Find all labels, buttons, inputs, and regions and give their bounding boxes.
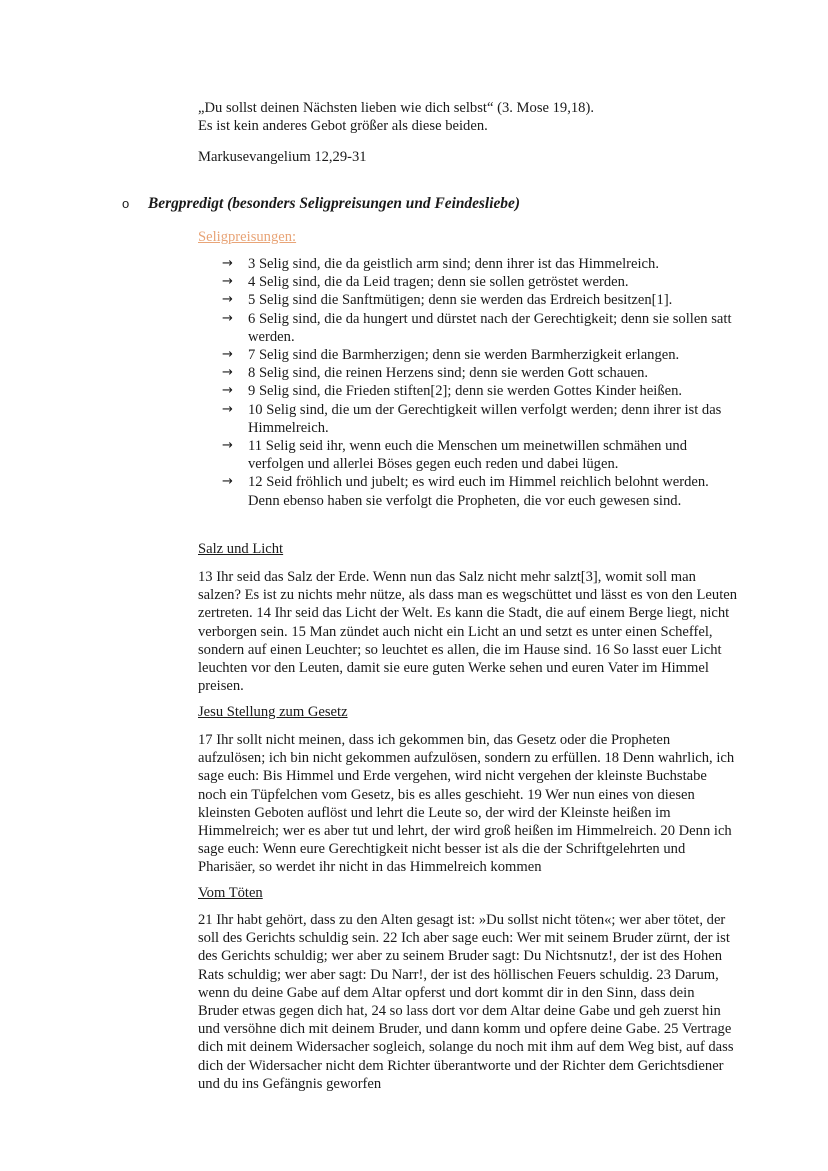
list-item	[222, 346, 742, 364]
gesetz-title: Jesu Stellung zum Gesetz	[198, 704, 348, 720]
beatitude-text: 4 Selig sind, die da Leid tragen; denn sie sollen getröstet werden.	[248, 274, 629, 291]
list-item	[222, 291, 742, 309]
section-title: Bergpredigt (besonders Seligpreisungen und Feindesliebe)	[148, 195, 520, 212]
beatitude-text: 7 Selig sind die Barmherzigen; denn sie werden Barmherzigkeit erlangen.	[248, 347, 680, 364]
section-heading-bergpredigt	[122, 195, 742, 213]
list-item	[222, 364, 742, 382]
quote-line-2: Es ist kein anderes Gebot größer als diese beiden.	[198, 118, 488, 135]
beatitude-text: 8 Selig sind, die reinen Herzens sind; denn sie werden Gott schauen.	[248, 365, 649, 382]
gesetz-body: 17 Ihr sollt nicht meinen, dass ich gekommen bin, das Gesetz oder die Propheten aufzulösen; ich bin nicht gekommen aufzulösen, sondern zu erfüllen. 18 Denn wahrlich, ich sage euch: Bis Himmel und Erde vergehen, wird nicht vergehen der kleinste Buchstabe noch ein Tüpfelchen vom Gesetz, bis es alles geschieht. 19 Wer nun eines von diesen kleinsten Geboten auflöst und lehrt die Leute so, der wird der Kleinste heißen im Himmelreich; wer es aber tut und lehrt, der wird groß heißen im Himmelreich. 20 Denn ich sage euch: Wenn eure Gerechtigkeit nicht besser ist als die der Schriftgelehrten und Pharisäer, so werdet ihr nicht in das Himmelreich kommen	[198, 732, 735, 876]
list-item	[222, 310, 742, 346]
arrow-icon: →	[222, 274, 233, 290]
beatitude-text: 10 Selig sind, die um der Gerechtigkeit willen verfolgt werden; denn ihrer ist das Himmelreich.	[248, 401, 722, 436]
list-item	[222, 473, 742, 509]
list-item	[222, 401, 742, 437]
beatitude-text: 3 Selig sind, die da geistlich arm sind; denn ihrer ist das Himmelreich.	[248, 256, 659, 272]
beatitude-text: 6 Selig sind, die da hungert und dürstet nach der Gerechtigkeit; denn sie sollen satt werden.	[248, 310, 732, 345]
toeten-title: Vom Töten	[198, 885, 263, 901]
arrow-icon: →	[222, 310, 233, 326]
toeten-body: 21 Ihr habt gehört, dass zu den Alten gesagt ist: »Du sollst nicht töten«; wer aber tötet, der soll des Gerichts schuldig sein. 22 Ich aber sage euch: Wer mit seinem Bruder zürnt, der ist des Gerichts schuldig; wer aber zu seinem Bruder sagt: Du Nichtsnutz!, der ist des Hohen Rats schuldig; wer aber sagt: Du Narr!, der ist des höllischen Feuers schuldig. 23 Darum, wenn du deine Gabe auf dem Altar opferst und dort kommt dir in den Sinn, dass dein Bruder etwas gegen dich hat, 24 so lass dort vor dem Altar deine Gabe und geh zuerst hin und versöhne dich mit deinem Bruder, und dann komm und opfere deine Gabe. 25 Vertrage dich mit deinem Widersacher sogleich, solange du noch mit ihm auf dem Weg bist, auf dass dich der Widersacher nicht dem Richter überantworte und der Richter dem Gerichtsdiener und du ins Gefängnis geworfen	[198, 912, 734, 1092]
beatitude-text: 5 Selig sind die Sanftmütigen; denn sie werden das Erdreich besitzen[1].	[248, 292, 673, 309]
list-item	[222, 437, 742, 473]
arrow-icon: →	[222, 474, 233, 490]
list-item	[222, 255, 742, 273]
bible-reference: Markusevangelium 12,29-31	[198, 149, 367, 165]
arrow-icon: →	[222, 438, 233, 454]
beatitude-text: 11 Selig seid ihr, wenn euch die Menschen um meinetwillen schmähen und verfolgen und allerlei Böses gegen euch reden und dabei lügen.	[248, 438, 688, 473]
beatitude-text: 12 Seid fröhlich und jubelt; es wird euch im Himmel reichlich belohnt werden. Denn ebenso haben sie verfolgt die Propheten, die vor euch gewesen sind.	[248, 474, 709, 509]
seligpreisungen-heading: Seligpreisungen:	[198, 229, 297, 245]
list-bullet: o	[122, 196, 130, 211]
quote-line-1: „Du sollst deinen Nächsten lieben wie dich selbst“ (3. Mose 19,18).	[198, 100, 594, 116]
arrow-icon: →	[222, 401, 233, 417]
arrow-icon: →	[222, 365, 233, 381]
arrow-icon: →	[222, 347, 233, 363]
salz-licht-body: 13 Ihr seid das Salz der Erde. Wenn nun das Salz nicht mehr salzt[3], womit soll man salzen? Es ist zu nichts mehr nütze, als dass man es wegschüttet und lässt es von den Leuten zertreten. 14 Ihr seid das Licht der Welt. Es kann die Stadt, die auf einem Berge liegt, nicht verborgen sein. 15 Man zündet auch nicht ein Licht an und setzt es unter einen Scheffel, sondern auf einen Leuchter; so leuchtet es allen, die im Hause sind. 16 So lasst euer Licht leuchten vor den Leuten, damit sie eure guten Werke sehen und euren Vater im Himmel preisen.	[198, 569, 738, 695]
list-item	[222, 273, 742, 291]
beatitudes-list	[222, 255, 742, 510]
arrow-icon: →	[222, 292, 233, 308]
beatitude-text: 9 Selig sind, die Frieden stiften[2]; denn sie werden Gottes Kinder heißen.	[248, 383, 683, 400]
arrow-icon: →	[222, 383, 233, 399]
list-item	[222, 382, 742, 400]
arrow-icon: →	[222, 256, 233, 271]
intro-quote	[198, 99, 738, 135]
salz-licht-title: Salz und Licht	[198, 541, 284, 557]
